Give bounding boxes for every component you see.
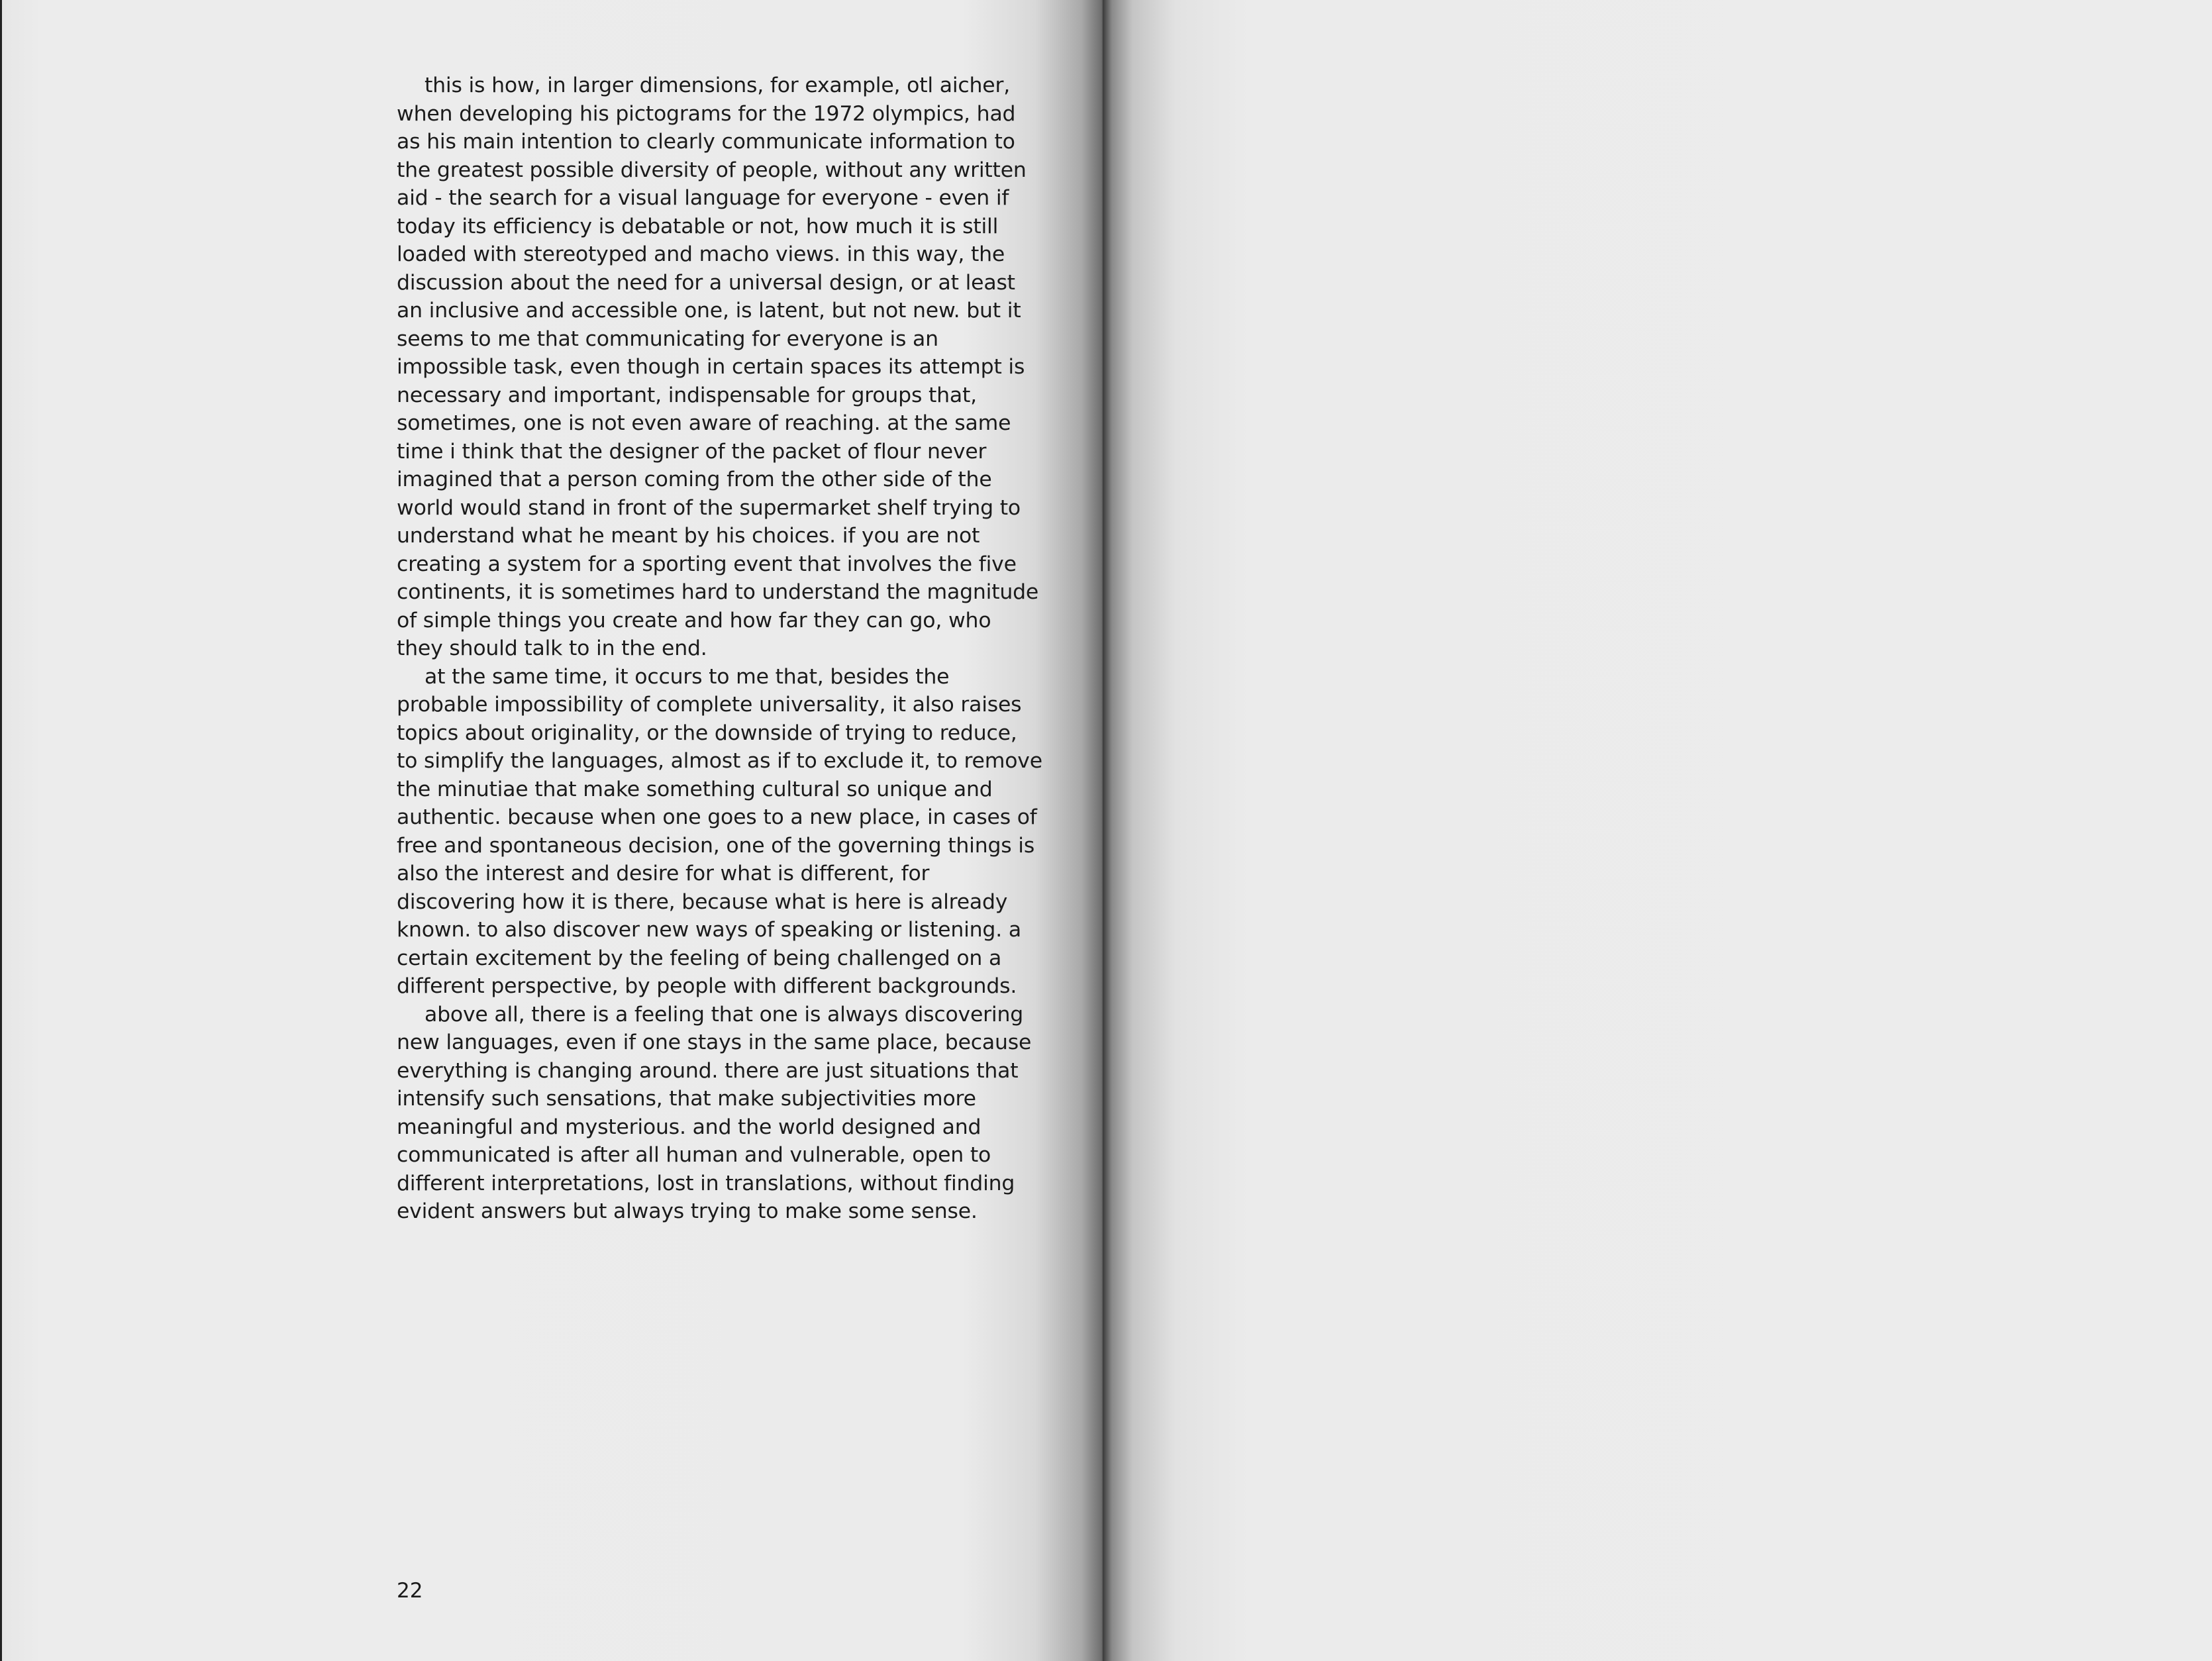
- right-page: [1103, 0, 2212, 1661]
- paragraph-1: this is how, in larger dimensions, for example, otl aicher, when developing his pictograms for the 1972 olympics, had as his main intention to clearly communicate information to the greatest possible diversity of people, without any written aid - the search for a visual language for everyone - even if today its efficiency is debatable or not, how much it is still loaded with stereotyped and macho views. in this way, the discussion about the need for a universal design, or at least an inclusive and accessible one, is latent, but not new. but it seems to me that communicating for everyone is an impossible task, even though in certain spaces its attempt is necessary and important, indispensable for groups that, sometimes, one is not even aware of reaching. at the same time i think that the designer of the packet of flour never imagined that a person coming from the other side of the world would stand in front of the supermarket shelf trying to understand what he meant by his choices. if you are not creating a system for a sporting event that involves the five continents, it is sometimes hard to understand the magnitude of simple things you create and how far they can go, who they should talk to in the end.: [397, 74, 1039, 660]
- page-number: 22: [397, 1579, 423, 1603]
- body-text: [397, 72, 1042, 1226]
- paragraph-3: above all, there is a feeling that one is always discovering new languages, even if one stays in the same place, because everything is changing around. there are just situations that intensify such sensations, that make subjectivities more meaningful and mysterious. and the world designed and communicated is after all human and vulnerable, open to different interpretations, lost in translations, without finding evident answers but always trying to make some sense.: [397, 1002, 1032, 1223]
- paragraph-2: at the same time, it occurs to me that, besides the probable impossibility of complete universality, it also raises topics about originality, or the downside of trying to reduce, to simplify the languages, almost as if to exclude it, to remove the minutiae that make something cultural so unique and authentic. because when one goes to a new place, in cases of free and spontaneous decision, one of the governing things is also the interest and desire for what is different, for discovering how it is there, because what is here is already known. to also discover new ways of speaking or listening. a certain excitement by the feeling of being challenged on a different perspective, by people with different backgrounds.: [397, 664, 1042, 998]
- left-page: [0, 0, 1103, 1661]
